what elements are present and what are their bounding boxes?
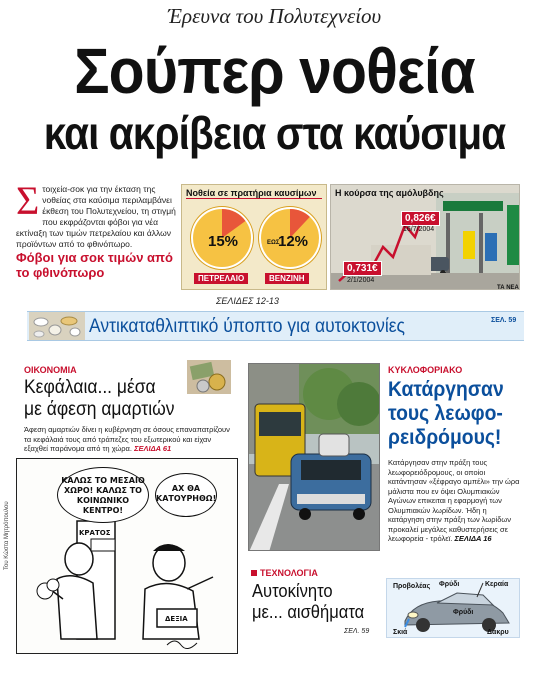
economy-page-ref[interactable]: ΣΕΛΙΔΑ 61 — [134, 444, 172, 453]
antidepressant-banner[interactable] — [27, 311, 524, 341]
price-trend-infographic — [330, 184, 520, 290]
traffic-title-line1: Κατάργησαν — [388, 378, 504, 401]
economy-body — [24, 425, 232, 454]
economy-body-text: Άφεση αμαρτιών δίνει η κυβέρνηση σε όσους επαναπατρίζουν τα κεφάλαιά τους από τράπεζες του εξωτερικού και είχαν εξαχθεί παράνομα από τη χώρα. — [24, 425, 230, 453]
diesel-label: ΠΕΤΡΕΛΑΙΟ — [194, 273, 248, 284]
cartoon-credit: Του Κώστα Μητρόπουλου — [4, 501, 10, 570]
petrol-percentage: 12% — [278, 233, 309, 250]
traffic-page-ref[interactable]: ΣΕΛΙΔΑ 16 — [454, 534, 492, 543]
price-trend-title: Η κούρσα της αμόλυβδης — [335, 188, 444, 198]
car-label-eyebrow-top: Φρύδι — [439, 581, 460, 588]
traffic-title-line3: ρειδρόμους! — [388, 426, 502, 449]
traffic-title-line2: τους λεωφο- — [388, 402, 503, 425]
main-headline-line2[interactable]: και ακρίβεια στα καύσιμα — [43, 107, 506, 159]
cartoon-bag-label: ΔΕΞΙΑ — [165, 615, 188, 623]
adulteration-title: Νοθεία σε πρατήρια καυσίμων — [186, 188, 317, 198]
technology-page-ref[interactable]: ΣΕΛ. 59 — [344, 628, 370, 635]
banner-headline: Αντικαταθλιπτικό ύποπτο για αυτοκτονίες — [89, 316, 405, 337]
cartoon-door-sign: ΚΡΑΤΟΣ — [79, 529, 111, 537]
drop-cap: Σ — [16, 178, 40, 223]
technology-title-line2[interactable]: με... αισθήματα — [252, 602, 365, 622]
political-cartoon — [16, 458, 238, 654]
bus-lane-photo — [248, 363, 380, 551]
technology-title-line1[interactable]: Αυτοκίνητο — [252, 581, 333, 601]
traffic-title[interactable] — [388, 378, 504, 450]
technology-bullet — [251, 570, 257, 576]
start-date: 2/1/2004 — [347, 277, 375, 284]
car-label-antenna: Κεραία — [485, 581, 509, 588]
traffic-section-label: ΚΥΚΛΟΦΟΡΙΑΚΟ — [388, 365, 463, 375]
cover-story-pages[interactable]: ΣΕΛΙΔΕΣ 12-13 — [216, 296, 279, 306]
end-price: 0,826€ — [401, 211, 440, 226]
technology-section-label: ΤΕΧΝΟΛΟΓΙΑ — [260, 568, 318, 578]
start-price: 0,731€ — [343, 261, 382, 276]
money-coins-icon — [187, 360, 231, 394]
economy-title-line2[interactable]: με άφεση αμαρτιών — [24, 399, 175, 420]
diesel-percentage: 15% — [208, 233, 239, 250]
car-label-tear: Δάκρυ — [487, 629, 509, 636]
cartoon-speech-bubble-right: ΑΧ ΘΑ ΚΑΤΟΥΡΗΘΩ! — [155, 473, 217, 517]
lead-body: τοιχεία-σοκ για την έκταση της νοθείας στα καύσιμα περιλαμβάνει έκθεση του Πολυτεχνείου, τη στιγμή που εκφράζονται φόβοι για νέα εκτίναξη των τιμών πετρελαίου και άλλων προϊόντων από το φθινόπωρο. — [16, 184, 176, 249]
economy-section-label: ΟΙΚΟΝΟΜΙΑ — [24, 365, 77, 375]
lead-paragraph — [16, 178, 176, 250]
banner-page-ref: ΣΕΛ. 59 — [491, 317, 517, 324]
adulteration-infographic — [181, 184, 327, 290]
car-label-headlight: Προβολέας — [393, 583, 431, 590]
car-illustration — [386, 578, 520, 638]
economy-title-line1[interactable]: Κεφάλαια... μέσα — [24, 377, 156, 398]
pills-icon — [29, 312, 85, 340]
traffic-photo-drawing — [249, 364, 380, 551]
traffic-body-text: Κατάργησαν στην πράξη τους λεωφορειόδρομους, οι οποίοι κατάντησαν «ξέφραγο αμπέλι» την ώρα μάλιστα που εν όψει Ολυμπιακών Αγώνων επικειται η εφαρμογή των Ολυμπιακών λωρίδων. Ήδη η κατάργηση στην πράξη των λωρίδων προκαλεί μεγάλες καθυστερήσεις σε λεωφορεία - τρόλεϊ. — [388, 458, 520, 543]
lead-subhead[interactable]: Φόβοι για σοκ τιμών από το φθινόπωρο — [16, 250, 173, 280]
headline-kicker: Έρευνα του Πολυτεχνείου — [167, 4, 382, 28]
main-headline-line1[interactable]: Σούπερ νοθεία — [74, 35, 475, 107]
end-date: 16/7/2004 — [403, 226, 435, 233]
car-label-eyebrow-side: Φρύδι — [453, 609, 474, 616]
petrol-label: ΒΕΝΖΙΝΗ — [265, 273, 309, 284]
petrol-prefix: ΕΩΣ — [267, 240, 280, 246]
cartoon-speech-bubble-left: ΚΑΛΩΣ ΤΟ ΜΕΣΑΙΟ ΧΩΡΟ! ΚΑΛΩΣ ΤΟ ΚΟΙΝΩΝΙΚΟ ΚΕΝΤΡΟ! — [57, 467, 149, 523]
traffic-body — [388, 458, 522, 544]
infographic-source: ΤΑ ΝΕΑ — [497, 285, 519, 291]
car-label-shadow: Σκιά — [393, 629, 408, 636]
